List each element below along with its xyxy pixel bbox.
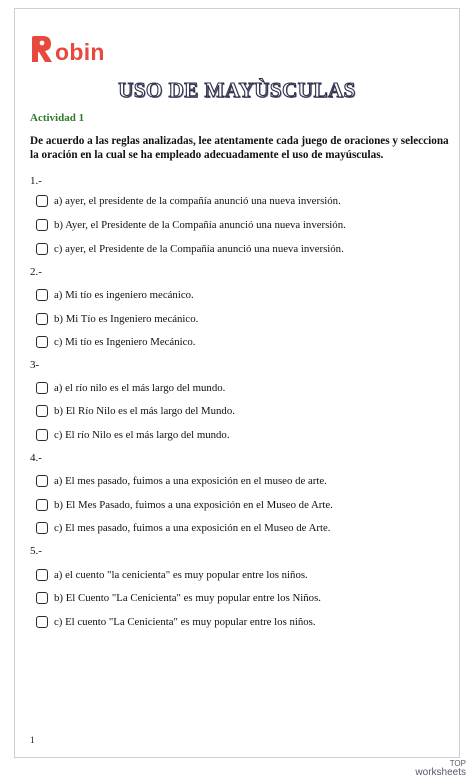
answer-option[interactable] — [36, 217, 346, 233]
topworksheets-watermark — [415, 760, 466, 778]
answer-option[interactable] — [36, 311, 198, 327]
question-number: 2.- — [30, 266, 42, 278]
answer-option[interactable] — [36, 614, 316, 630]
option-text: c) ayer, el Presidente de la Compañía anunció una nueva inversión. — [54, 243, 344, 255]
instruction-text: De acuerdo a las reglas analizadas, lee atentamente cada juego de oraciones y selecciona la oración en la cual se ha empleado adecuadamente el uso de mayúsculas. — [30, 135, 449, 161]
checkbox-icon[interactable] — [36, 336, 48, 348]
checkbox-icon[interactable] — [36, 569, 48, 581]
option-text: b) Mi Tío es Ingeniero mecánico. — [54, 313, 199, 325]
option-text: a) ayer, el presidente de la compañía anunció una nueva inversión. — [54, 195, 341, 207]
option-text: b) El Mes Pasado, fuimos a una exposición en el Museo de Arte. — [54, 499, 333, 511]
option-text: a) Mi tío es ingeniero mecánico. — [54, 289, 194, 301]
option-text: a) El mes pasado, fuimos a una exposición en el museo de arte. — [54, 475, 327, 487]
answer-option[interactable] — [36, 241, 344, 257]
answer-option[interactable] — [36, 334, 196, 350]
activity-label: Actividad 1 — [30, 112, 85, 124]
option-text: c) El cuento "La Cenicienta" es muy popular entre los niños. — [54, 616, 316, 628]
option-text: b) El Cuento "La Cenicienta" es muy popular entre los Niños. — [54, 592, 321, 604]
option-text: a) el cuento "la cenicienta" es muy popular entre los niños. — [54, 569, 308, 581]
checkbox-icon[interactable] — [36, 219, 48, 231]
checkbox-icon[interactable] — [36, 475, 48, 487]
checkbox-icon[interactable] — [36, 382, 48, 394]
checkbox-icon[interactable] — [36, 499, 48, 511]
checkbox-icon[interactable] — [36, 243, 48, 255]
option-text: c) El río Nilo es el más largo del mundo. — [54, 429, 230, 441]
option-text: b) El Río Nilo es el más largo del Mundo. — [54, 405, 235, 417]
logo-text: obin — [55, 39, 105, 65]
robin-logo — [30, 30, 105, 64]
answer-option[interactable] — [36, 193, 341, 209]
checkbox-icon[interactable] — [36, 405, 48, 417]
answer-option[interactable] — [36, 403, 235, 419]
answer-option[interactable] — [36, 427, 230, 443]
watermark-main-text: worksheets — [415, 767, 466, 778]
option-text: c) El mes pasado, fuimos a una exposición en el Museo de Arte. — [54, 522, 331, 534]
answer-option[interactable] — [36, 520, 330, 536]
answer-option[interactable] — [36, 497, 333, 513]
answer-option[interactable] — [36, 567, 308, 583]
checkbox-icon[interactable] — [36, 313, 48, 325]
checkbox-icon[interactable] — [36, 522, 48, 534]
checkbox-icon[interactable] — [36, 289, 48, 301]
robin-logo-icon — [30, 34, 54, 64]
answer-option[interactable] — [36, 473, 327, 489]
checkbox-icon[interactable] — [36, 429, 48, 441]
watermark-top-text: TOP — [449, 759, 466, 768]
checkbox-icon[interactable] — [36, 616, 48, 628]
question-number: 3- — [30, 359, 40, 371]
answer-option[interactable] — [36, 590, 321, 606]
checkbox-icon[interactable] — [36, 195, 48, 207]
answer-option[interactable] — [36, 287, 194, 303]
question-number: 5.- — [30, 545, 42, 557]
answer-option[interactable] — [36, 380, 225, 396]
option-text: c) Mi tío es Ingeniero Mecánico. — [54, 336, 196, 348]
page-number: 1 — [30, 735, 35, 745]
question-number: 1.- — [30, 175, 42, 187]
option-text: b) Ayer, el Presidente de la Compañía anunció una nueva inversión. — [54, 219, 346, 231]
checkbox-icon[interactable] — [36, 592, 48, 604]
option-text: a) el río nilo es el más largo del mundo. — [54, 382, 226, 394]
question-number: 4.- — [30, 452, 42, 464]
page-title: USO DE MAYÙSCULAS — [118, 78, 356, 102]
